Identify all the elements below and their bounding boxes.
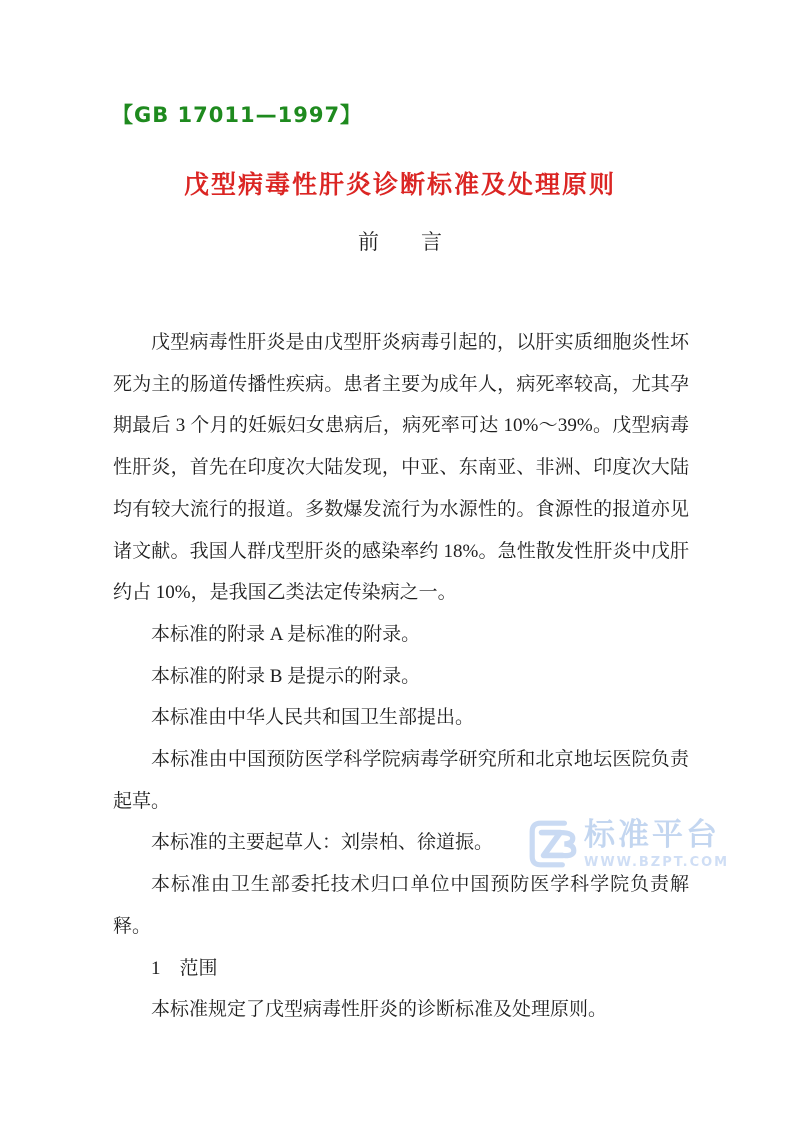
- paragraph-drafters-org: 本标准由中国预防医学科学院病毒学研究所和北京地坛医院负责起草。: [113, 749, 689, 812]
- paragraph-proposer: 本标准由中华人民共和国卫生部提出。: [151, 707, 475, 729]
- section-heading-scope: 1 范围: [151, 957, 218, 979]
- standard-number: 【GB 17011—1997】: [112, 103, 363, 127]
- paragraph-scope: 本标准规定了戊型病毒性肝炎的诊断标准及处理原则。: [151, 999, 608, 1021]
- paragraph-intro: 戊型病毒性肝炎是由戊型肝炎病毒引起的，以肝实质细胞炎性坏死为主的肠道传播性疾病。患者主要为成年人，病死率较高，尤其孕期最后 3 个月的妊娠妇女患病后，病死率可达 10%～39%。戊型病毒性肝炎，首先在印度次大陆发现，中亚、东南亚、非洲、印度次大陆均有较大流行的报道。多数爆发流行为水源性的。食源性的报道亦见诸文献。我国人群戊型肝炎的感染率约 18%。急性散发性肝炎中戊肝约占 10%，是我国乙类法定传染病之一。: [113, 332, 689, 604]
- watermark-url: WWW.BZPT.COM: [584, 855, 730, 870]
- paragraph-drafters: 本标准的主要起草人：刘崇柏、徐道振。: [151, 832, 494, 854]
- document-body: [113, 322, 689, 1031]
- watermark-name: 标准平台: [584, 817, 720, 853]
- paragraph-annex-a: 本标准的附录 A 是标准的附录。: [151, 623, 421, 645]
- document-title: 戊型病毒性肝炎诊断标准及处理原则: [183, 172, 616, 199]
- paragraph-interpreter: 本标准由卫生部委托技术归口单位中国预防医学科学院负责解释。: [113, 874, 689, 937]
- paragraph-annex-b: 本标准的附录 B 是提示的附录。: [151, 665, 421, 687]
- preface-heading: 前 言: [358, 230, 442, 254]
